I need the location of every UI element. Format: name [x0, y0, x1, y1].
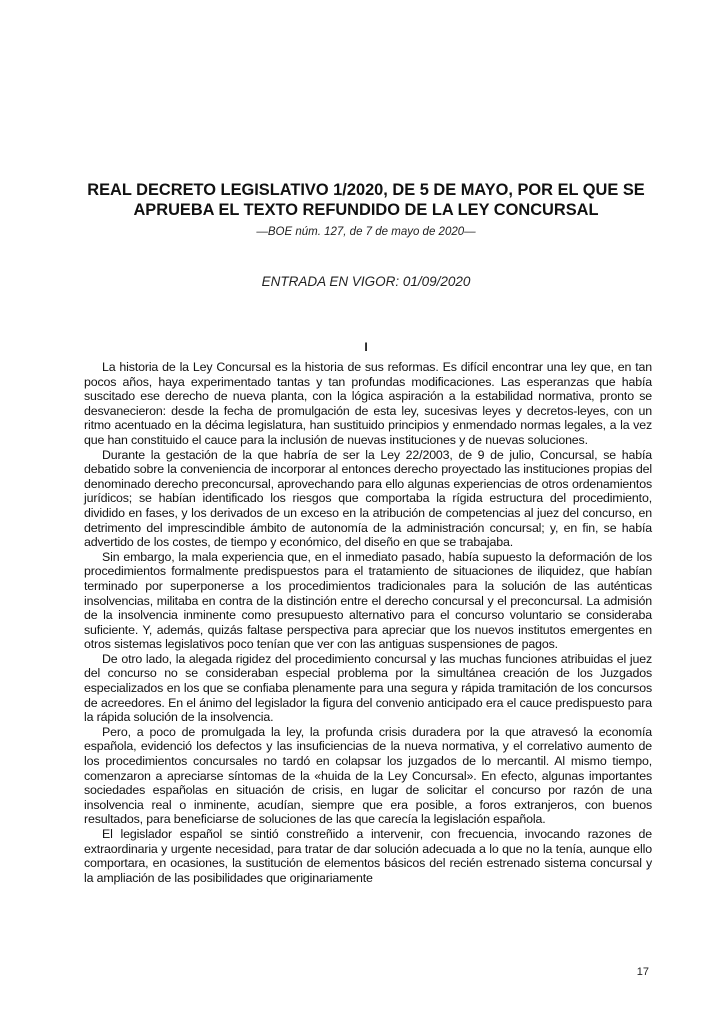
section-heading: I [364, 340, 368, 354]
document-title: REAL DECRETO LEGISLATIVO 1/2020, DE 5 DE MAYO, POR EL QUE SE APRUEBA EL TEXTO REFUNDIDO DE LA LEY CONCURSAL [87, 181, 645, 219]
body-text [84, 360, 652, 885]
paragraph: El legislador español se sintió constreñido a intervenir, con frecuencia, invocando razones de extraordinaria y urgente necesidad, para tratar de dar solución adecuada a lo que no la tenía, aunque ello comportara, en ocasiones, la sustitución de elementos básicos del recién estrenado sistema concursal y la ampliación de las posibilidades que originariamente [84, 827, 652, 885]
boe-reference: —BOE núm. 127, de 7 de mayo de 2020— [256, 226, 476, 238]
paragraph: De otro lado, la alegada rigidez del procedimiento concursal y las muchas funciones atribuidas el juez del concurso no se consideraban especial problema por la simultánea creación de los Juzgados especializados en los que se confiaba plenamente para una segura y rápida tramitación de los concursos de acreedores. En el ánimo del legislador la figura del convenio anticipado era el cauce predispuesto para la rápida solución de la insolvencia. [84, 651, 652, 725]
entry-into-force: ENTRADA EN VIGOR: 01/09/2020 [261, 274, 471, 289]
paragraph: Durante la gestación de la que habría de ser la Ley 22/2003, de 9 de julio, Concursal, se había debatido sobre la conveniencia de incorporar al entonces derecho proyectado las instituciones propias del denominado derecho preconcursal, aprovechando para ello algunas experiencias de otros ordenamientos jurídicos; se habían identificado los riesgos que comportaba la rígida estructura del procedimiento, dividido en fases, y los derivados de un exceso en la atribución de competencias al juez del concurso, en detrimento del imprescindible ámbito de autonomía de la administración concursal; y, en fin, se había advertido de los costes, de tiempo y económico, del diseño en que se trabajaba. [84, 447, 652, 550]
paragraph: Sin embargo, la mala experiencia que, en el inmediato pasado, había supuesto la deformación de los procedimientos formalmente predispuestos para el tratamiento de situaciones de iliquidez, que habían terminado por superponerse a los procedimientos tradicionales para la solución de las auténticas insolvencias, militaba en contra de la distinción entre el derecho concursal y el preconcursal. La admisión de la insolvencia inminente como presupuesto alternativo para el concurso voluntario se consideraba suficiente. Y, además, quizás faltase perspectiva para apreciar que los nuevos institutos emergentes en otros sistemas legislativos poco tenían que ver con las antiguas suspensiones de pagos. [84, 549, 652, 652]
paragraph: Pero, a poco de promulgada la ley, la profunda crisis duradera por la que atravesó la economía española, evidenció los defectos y las insuficiencias de la nueva normativa, y el correlativo aumento de los procedimientos concursales no tardó en colapsar los juzgados de lo mercantil. Al mismo tiempo, comenzaron a apreciarse síntomas de la «huida de la Ley Concursal». En efecto, algunas importantes sociedades españolas en situación de crisis, en lugar de solicitar el concurso por razón de una insolvencia real o inminente, acudían, siempre que era posible, a foros extranjeros, con buenos resultados, para beneficiarse de soluciones de las que carecía la legislación española. [84, 724, 652, 827]
paragraph: La historia de la Ley Concursal es la historia de sus reformas. Es difícil encontrar una ley que, en tan pocos años, haya experimentado tantas y tan profundas modificaciones. Las esperanzas que había suscitado ese derecho de nueva planta, con la lógica aspiración a la estabilidad normativa, pronto se desvanecieron: desde la fecha de promulgación de esta ley, sucesivas leyes y decretos-leyes, con un ritmo acentuado en la décima legislatura, han sustituido principios y enmendado normas legales, a la vez que han constituido el cauce para la inclusión de nuevas instituciones y de nuevas soluciones. [84, 360, 652, 447]
page-number: 17 [636, 966, 649, 978]
